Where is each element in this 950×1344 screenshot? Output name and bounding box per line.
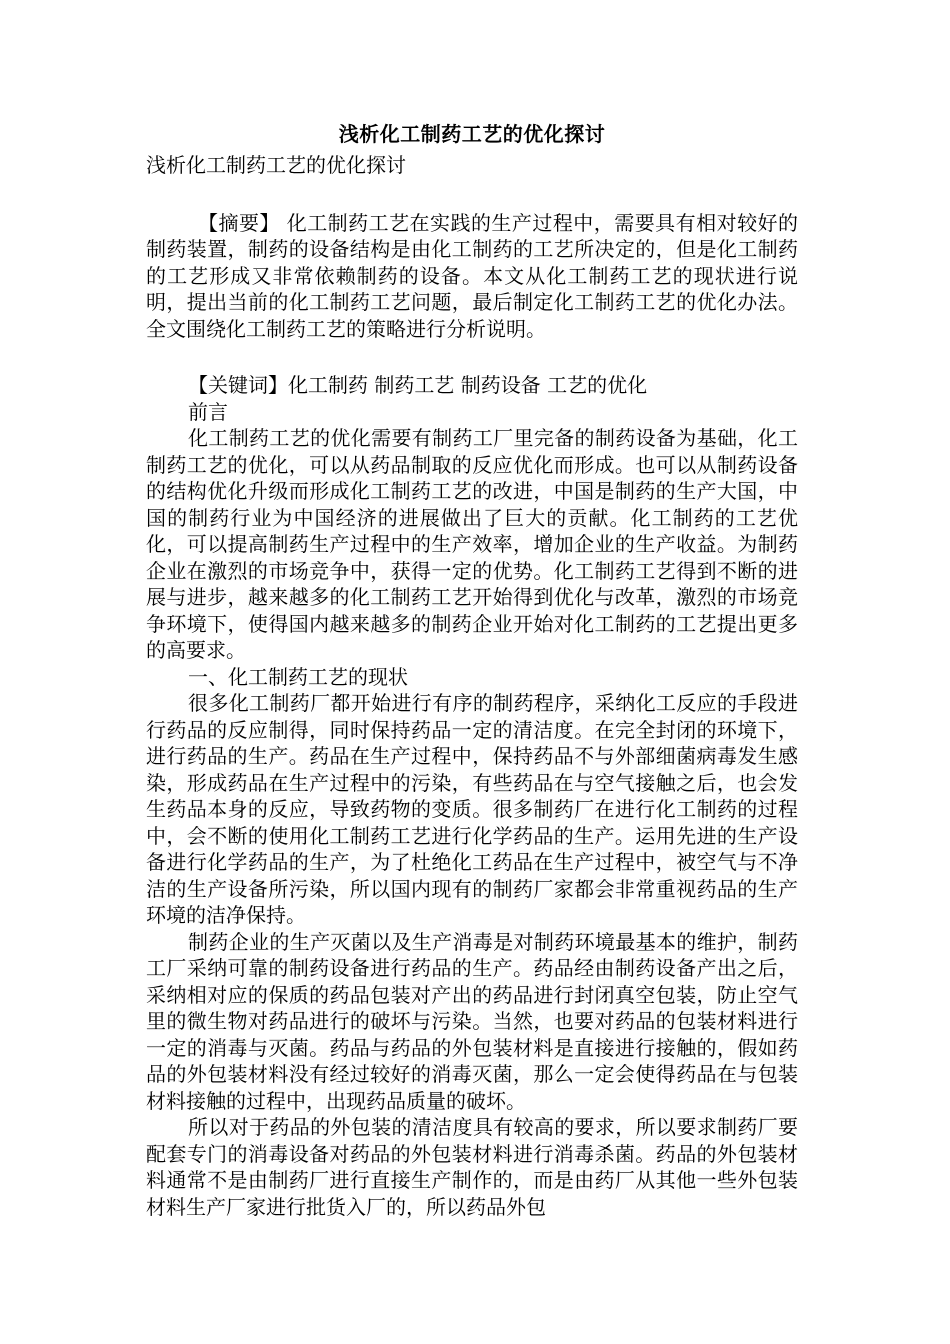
keywords-line <box>146 372 798 399</box>
preface-paragraph: 化工制药工艺的优化需要有制药工厂里完备的制药设备为基础，化工制药工艺的优化，可以从药品制取的反应优化而形成。也可以从制药设备的结构优化升级而形成化工制药工艺的改进，中国是制药的生产大国，中国的制药行业为中国经济的进展做出了巨大的贡献。化工制药的工艺优化，可以提高制药生产过程中的生产效率，增加企业的生产收益。为制药企业在激烈的市场竞争中，获得一定的优势。化工制药工艺得到不断的进展与进步，越来越多的化工制药工艺开始得到优化与改革，激烈的市场竞争环境下，使得国内越来越多的制药企业开始对化工制药的工艺提出更多的高要求。 <box>146 426 798 663</box>
abstract-text: 化工制药工艺在实践的生产过程中，需要具有相对较好的制药装置，制药的设备结构是由化工制药的工艺所决定的，但是化工制药的工艺形成又非常依赖制药的设备。本文从化工制药工艺的现状进行说明，提出当前的化工制药工艺问题，最后制定化工制药工艺的优化办法。全文围绕化工制药工艺的策略进行分析说明。 <box>146 211 799 341</box>
abstract-label: 【摘要】 <box>198 211 280 235</box>
document-page <box>146 118 798 1220</box>
keywords-label: 【关键词】 <box>188 373 288 398</box>
section-1-heading: 一、化工制药工艺的现状 <box>188 664 408 689</box>
document-subtitle: 浅析化工制药工艺的优化探讨 <box>146 153 406 177</box>
section-1-paragraph-1: 很多化工制药厂都开始进行有序的制药程序，采纳化工反应的手段进行药品的反应制得，同时保持药品一定的清洁度。在完全封闭的环境下，进行药品的生产。药品在生产过程中，保持药品不与外部细菌病毒发生感染，形成药品在生产过程中的污染，有些药品在与空气接触之后，也会发生药品本身的反应，导致药物的变质。很多制药厂在进行化工制药的过程中，会不断的使用化工制药工艺进行化学药品的生产。运用先进的生产设备进行化学药品的生产，为了杜绝化工药品在生产过程中，被空气与不净洁的生产设备所污染，所以国内现有的制药厂家都会非常重视药品的生产环境的洁净保持。 <box>146 691 798 928</box>
keywords-text: 化工制药 制药工艺 制药设备 工艺的优化 <box>288 373 648 398</box>
section-1-paragraph-3: 所以对于药品的外包装的清洁度具有较高的要求，所以要求制药厂要配套专门的消毒设备对药品的外包装材料进行消毒杀菌。药品的外包装材料通常不是由制药厂进行直接生产制作的，而是由药厂从其他一些外包装材料生产厂家进行批货入厂的，所以药品外包 <box>146 1115 798 1219</box>
preface-heading: 前言 <box>188 399 228 424</box>
blank-line <box>146 180 798 210</box>
section-1-paragraph-2: 制药企业的生产灭菌以及生产消毒是对制药环境最基本的维护，制药工厂采纳可靠的制药设备进行药品的生产。药品经由制药设备产出之后，采纳相对应的保质的药品包装对产出的药品进行封闭真空包装，防止空气里的微生物对药品进行的破坏与污染。当然，也要对药品的包装材料进行一定的消毒与灭菌。药品与药品的外包装材料是直接进行接触的，假如药品的外包装材料没有经过较好的消毒灭菌，那么一定会使得药品在与包装材料接触的过程中，出现药品质量的破坏。 <box>146 929 798 1113</box>
document-title: 浅析化工制药工艺的优化探讨 <box>338 122 606 146</box>
abstract-paragraph <box>146 210 798 342</box>
blank-line <box>146 342 798 372</box>
